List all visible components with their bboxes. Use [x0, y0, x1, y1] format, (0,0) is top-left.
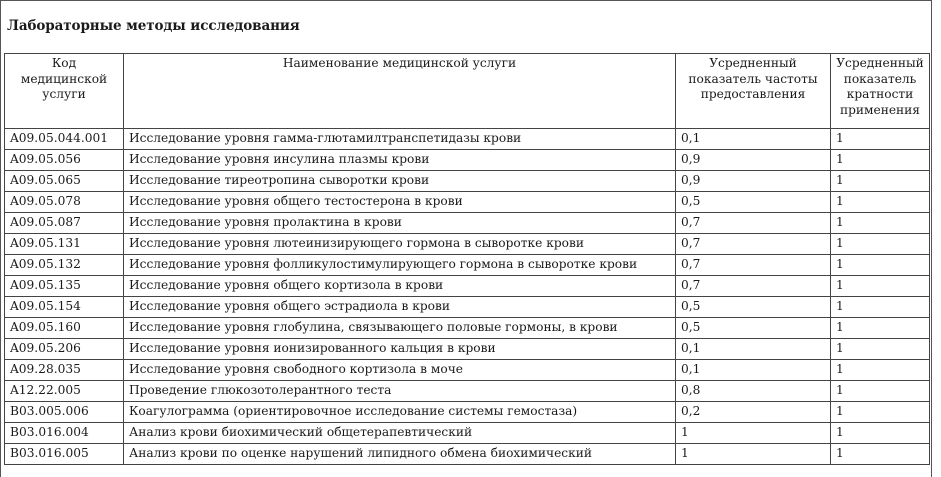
cell-code: B03.016.004: [5, 423, 124, 444]
cell-code: A09.05.065: [5, 171, 124, 192]
cell-multiplicity: 1: [831, 339, 930, 360]
cell-code: A09.05.078: [5, 192, 124, 213]
cell-code: A09.05.056: [5, 150, 124, 171]
table-row: [5, 402, 930, 423]
table-row: [5, 255, 930, 276]
section-title: Лабораторные методы исследования: [7, 18, 300, 34]
cell-frequency: 0,7: [676, 234, 831, 255]
cell-multiplicity: 1: [831, 213, 930, 234]
cell-multiplicity: 1: [831, 150, 930, 171]
cell-frequency: 1: [676, 423, 831, 444]
cell-multiplicity: 1: [831, 276, 930, 297]
cell-code: A09.05.160: [5, 318, 124, 339]
cell-name: Исследование уровня гамма-глютамилтранспетидазы крови: [124, 129, 676, 150]
header-multiplicity: Усредненный показатель кратности применения: [831, 54, 930, 129]
table-body: [5, 129, 930, 465]
table-row: [5, 171, 930, 192]
cell-code: A09.05.154: [5, 297, 124, 318]
cell-multiplicity: 1: [831, 444, 930, 465]
cell-name: Исследование уровня инсулина плазмы крови: [124, 150, 676, 171]
cell-frequency: 0,1: [676, 339, 831, 360]
table-row: [5, 381, 930, 402]
table-row: [5, 276, 930, 297]
cell-multiplicity: 1: [831, 129, 930, 150]
cell-name: Исследование уровня пролактина в крови: [124, 213, 676, 234]
table-row: [5, 129, 930, 150]
table-row: [5, 150, 930, 171]
cell-frequency: 0,9: [676, 150, 831, 171]
cell-frequency: 0,5: [676, 297, 831, 318]
cell-frequency: 0,5: [676, 192, 831, 213]
table-row: [5, 318, 930, 339]
cell-multiplicity: 1: [831, 234, 930, 255]
services-table: [4, 53, 930, 465]
table-row: [5, 213, 930, 234]
cell-frequency: 0,7: [676, 276, 831, 297]
cell-frequency: 0,1: [676, 129, 831, 150]
cell-name: Анализ крови по оценке нарушений липидного обмена биохимический: [124, 444, 676, 465]
cell-code: B03.005.006: [5, 402, 124, 423]
cell-name: Исследование уровня общего эстрадиола в крови: [124, 297, 676, 318]
header-name: Наименование медицинской услуги: [124, 54, 676, 129]
cell-code: B03.016.005: [5, 444, 124, 465]
table-row: [5, 360, 930, 381]
cell-code: A09.28.035: [5, 360, 124, 381]
cell-multiplicity: 1: [831, 402, 930, 423]
cell-name: Исследование уровня ионизированного кальция в крови: [124, 339, 676, 360]
cell-frequency: 0,7: [676, 213, 831, 234]
cell-code: A09.05.087: [5, 213, 124, 234]
cell-multiplicity: 1: [831, 318, 930, 339]
cell-name: Исследование уровня фолликулостимулирующего гормона в сыворотке крови: [124, 255, 676, 276]
cell-code: A09.05.131: [5, 234, 124, 255]
table-row: [5, 423, 930, 444]
cell-frequency: 0,9: [676, 171, 831, 192]
cell-multiplicity: 1: [831, 297, 930, 318]
cell-name: Исследование тиреотропина сыворотки крови: [124, 171, 676, 192]
cell-code: A09.05.044.001: [5, 129, 124, 150]
cell-name: Проведение глюкозотолерантного теста: [124, 381, 676, 402]
cell-name: Исследование уровня общего тестостерона в крови: [124, 192, 676, 213]
table-row: [5, 297, 930, 318]
cell-code: A09.05.132: [5, 255, 124, 276]
cell-code: A09.05.135: [5, 276, 124, 297]
cell-code: A12.22.005: [5, 381, 124, 402]
cell-name: Анализ крови биохимический общетерапевтический: [124, 423, 676, 444]
cell-multiplicity: 1: [831, 192, 930, 213]
cell-frequency: 0,5: [676, 318, 831, 339]
cell-frequency: 0,1: [676, 360, 831, 381]
cell-multiplicity: 1: [831, 381, 930, 402]
cell-multiplicity: 1: [831, 423, 930, 444]
cell-name: Исследование уровня глобулина, связывающего половые гормоны, в крови: [124, 318, 676, 339]
header-code: Код медицинской услуги: [5, 54, 124, 129]
cell-frequency: 0,7: [676, 255, 831, 276]
table-row: [5, 234, 930, 255]
cell-multiplicity: 1: [831, 360, 930, 381]
table-row: [5, 444, 930, 465]
cell-code: A09.05.206: [5, 339, 124, 360]
cell-multiplicity: 1: [831, 255, 930, 276]
cell-frequency: 0,2: [676, 402, 831, 423]
cell-frequency: 1: [676, 444, 831, 465]
cell-name: Коагулограмма (ориентировочное исследование системы гемостаза): [124, 402, 676, 423]
cell-name: Исследование уровня свободного кортизола в моче: [124, 360, 676, 381]
cell-multiplicity: 1: [831, 171, 930, 192]
table-row: [5, 192, 930, 213]
cell-name: Исследование уровня лютеинизирующего гормона в сыворотке крови: [124, 234, 676, 255]
table-row: [5, 339, 930, 360]
cell-name: Исследование уровня общего кортизола в крови: [124, 276, 676, 297]
table-header-row: [5, 54, 930, 129]
cell-frequency: 0,8: [676, 381, 831, 402]
header-frequency: Усредненный показатель частоты предоставления: [676, 54, 831, 129]
